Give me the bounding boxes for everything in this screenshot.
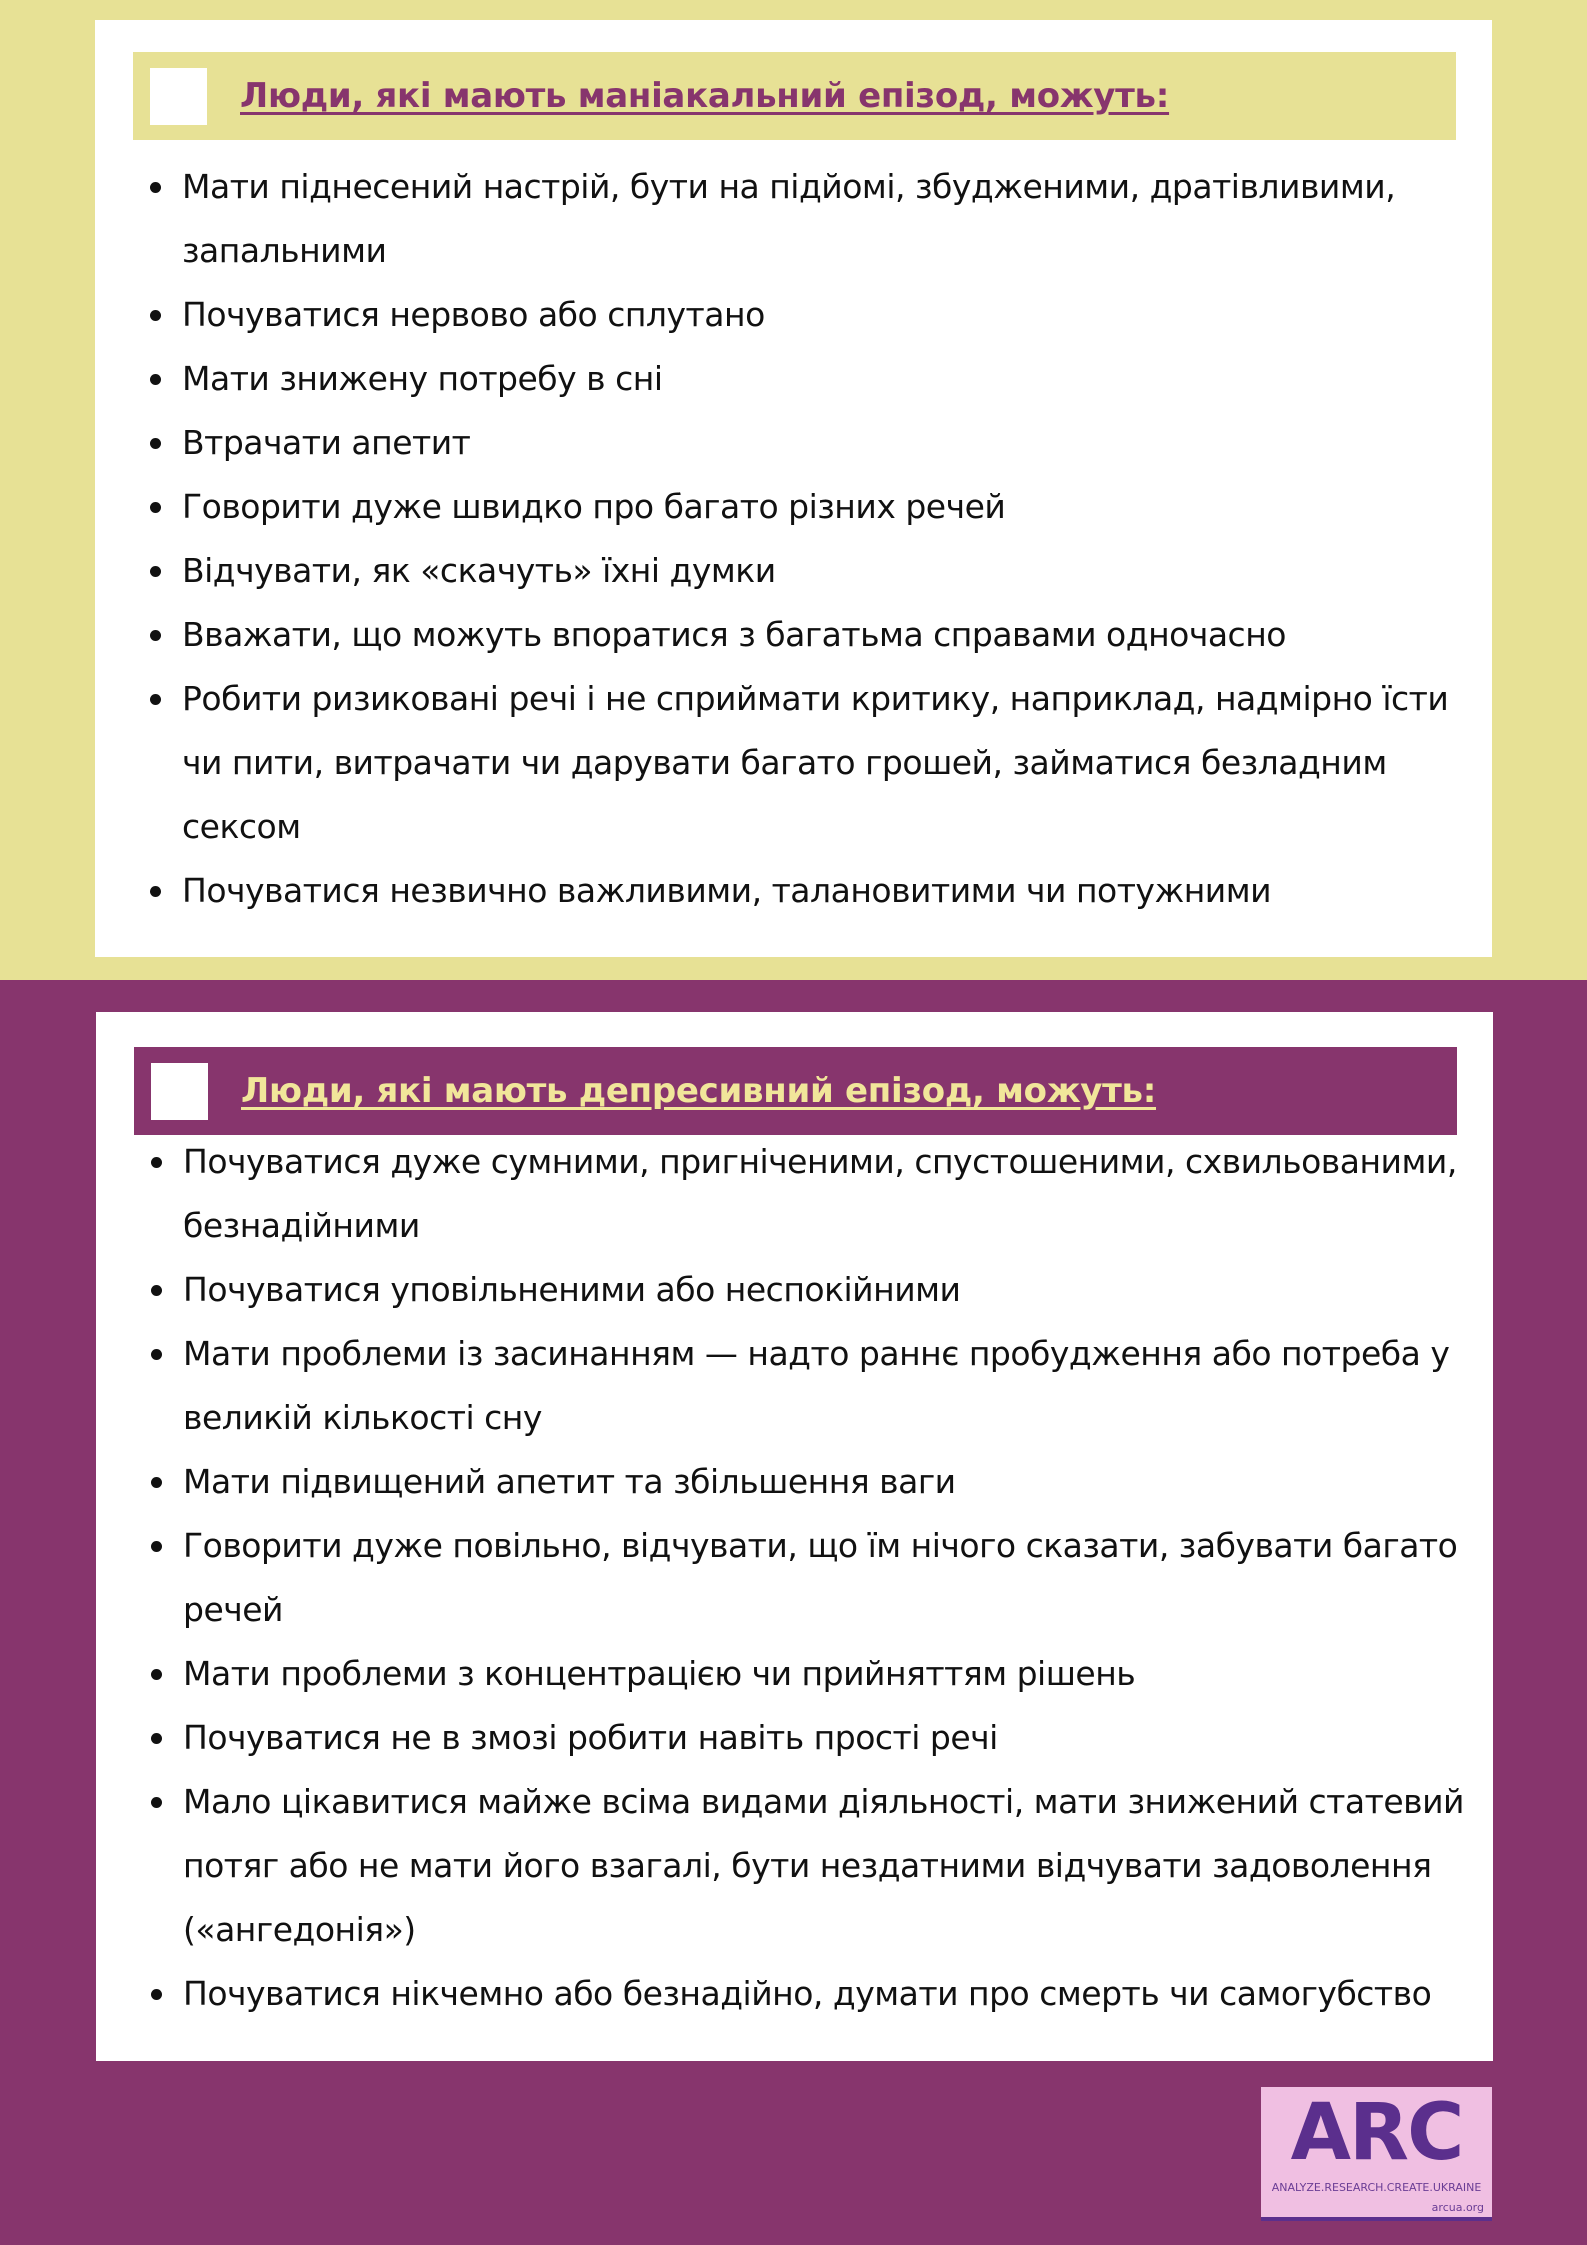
list-item: Мати підвищений апетит та збільшення ваги	[151, 1450, 1491, 1514]
list-item: Говорити дуже швидко про багато різних речей	[150, 475, 1490, 539]
manic-header-bar	[133, 52, 1456, 140]
list-item: Почуватися незвично важливими, талановитими чи потужними	[150, 859, 1490, 923]
depressive-header-bar	[134, 1047, 1457, 1135]
depressive-episode-card	[96, 1012, 1493, 2061]
list-item: Мати проблеми з концентрацією чи прийняттям рішень	[151, 1642, 1491, 1706]
list-item: Почуватися уповільненими або неспокійними	[151, 1258, 1491, 1322]
arc-logo	[1261, 2087, 1492, 2221]
depressive-checkbox[interactable]	[151, 1063, 208, 1120]
depressive-symptom-list	[151, 1130, 1491, 2026]
list-item: Почуватися не в змозі робити навіть прості речі	[151, 1706, 1491, 1770]
list-item: Втрачати апетит	[150, 411, 1490, 475]
logo-strip	[1261, 2217, 1492, 2221]
list-item: Мати знижену потребу в сні	[150, 347, 1490, 411]
list-item: Мати проблеми із засинанням — надто раннє пробудження або потреба у великій кількості сну	[151, 1322, 1491, 1450]
manic-symptom-list	[150, 155, 1490, 923]
depressive-title: Люди, які мають депресивний епізод, можуть:	[241, 1071, 1157, 1111]
list-item: Робити ризиковані речі і не сприймати критику, наприклад, надмірно їсти чи пити, витрачати чи дарувати багато грошей, займатися безладним сексом	[150, 667, 1490, 859]
list-item: Почуватися нікчемно або безнадійно, думати про смерть чи самогубство	[151, 1962, 1491, 2026]
manic-checkbox[interactable]	[150, 68, 207, 125]
logo-tagline: ANALYZE.RESEARCH.CREATE.UKRAINE	[1271, 2181, 1482, 2194]
list-item: Почуватися дуже сумними, пригніченими, спустошеними, схвильованими, безнадійними	[151, 1130, 1491, 1258]
list-item: Почуватися нервово або сплутано	[150, 283, 1490, 347]
logo-url: arcua.org	[1431, 2201, 1484, 2214]
manic-episode-card	[95, 20, 1492, 957]
list-item: Мало цікавитися майже всіма видами діяльності, мати знижений статевий потяг або не мати його взагалі, бути нездатними відчувати задоволення («ангедонія»)	[151, 1770, 1491, 1962]
list-item: Вважати, що можуть впоратися з багатьма справами одночасно	[150, 603, 1490, 667]
list-item: Говорити дуже повільно, відчувати, що їм нічого сказати, забувати багато речей	[151, 1514, 1491, 1642]
manic-title: Люди, які мають маніакальний епізод, можуть:	[240, 76, 1170, 116]
list-item: Мати піднесений настрій, бути на підйомі, збудженими, дратівливими, запальними	[150, 155, 1490, 283]
logo-letters: ARC	[1290, 2088, 1463, 2178]
list-item: Відчувати, як «скачуть» їхні думки	[150, 539, 1490, 603]
